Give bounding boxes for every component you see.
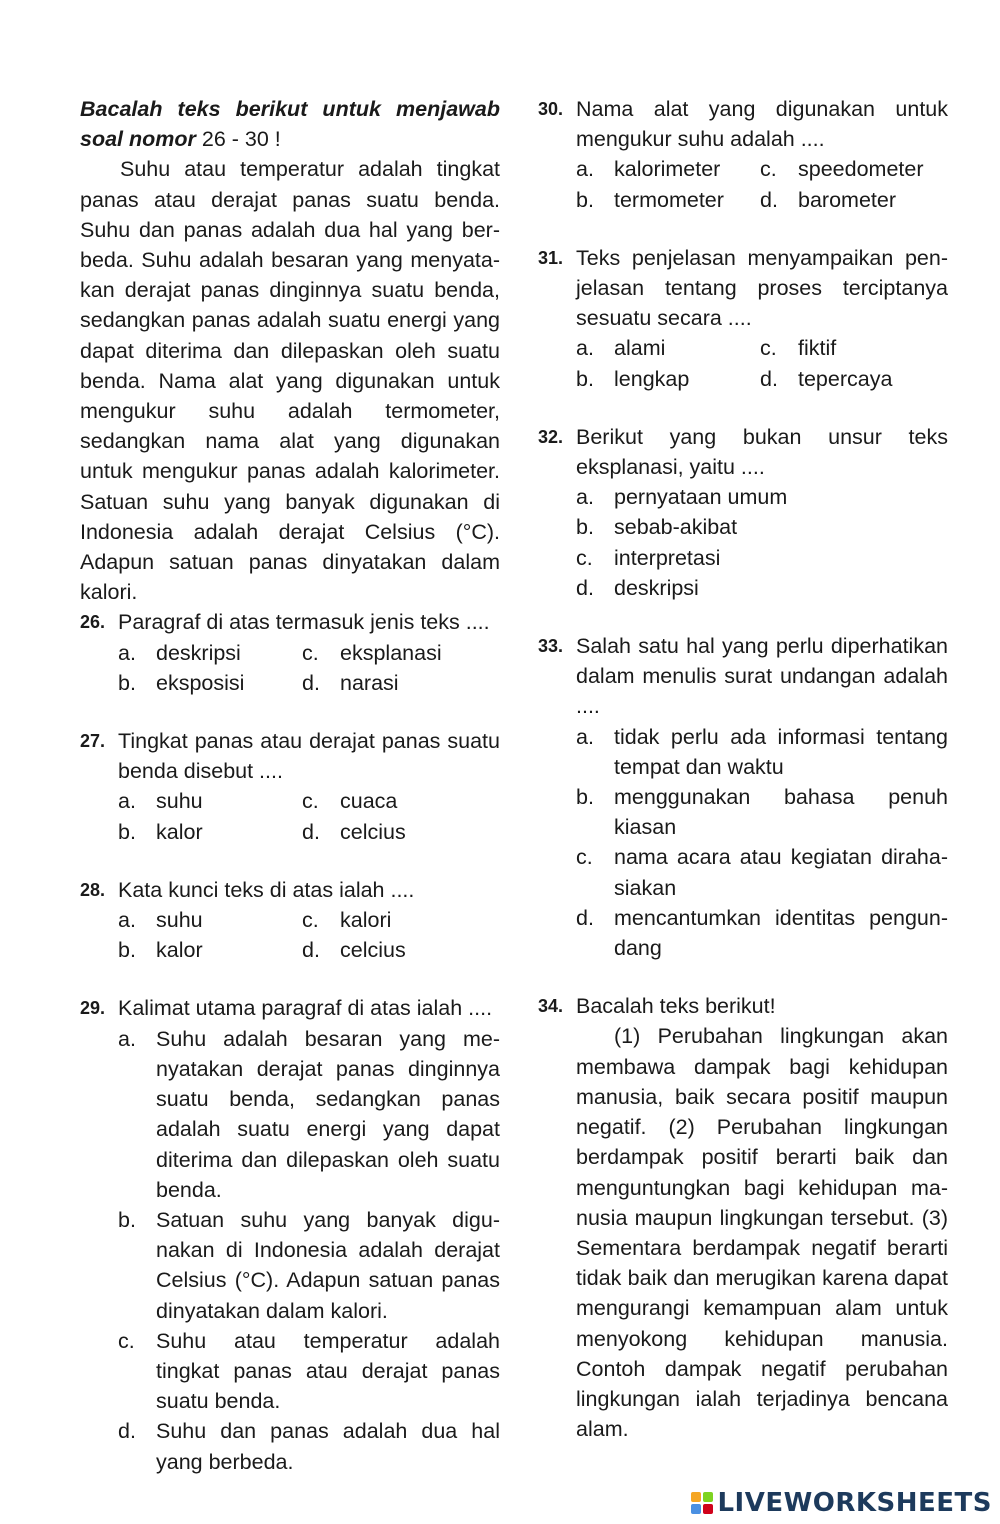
option-letter: b. xyxy=(576,785,594,810)
logo-grid-icon xyxy=(691,1492,713,1514)
reading-passage: Suhu atau temperatur adalah tingkat panas atau derajat panas suatu benda. Suhu dan panas adalah dua hal yang ber-beda. Suhu adalah besaran yang menyata-kan derajat panas dinginnya suatu benda, sedangkan panas adalah suatu energi yang dapat diterima dan dilepaskan oleh suatu benda. Nama alat yang digunakan untuk mengukur suhu adalah termometer, sedangkan nama alat yang digunakan untuk mengukur panas adalah kalorimeter. Satuan suhu yang banyak digunakan di Indonesia adalah derajat Celsius (°C). Adapun satuan panas dinyatakan dalam kalori. xyxy=(80,157,500,605)
option-letter: d. xyxy=(302,819,320,844)
option-text: mencantumkan identitas pengun-dang xyxy=(614,905,948,961)
option-letter: b. xyxy=(118,670,136,695)
question-29 xyxy=(80,993,500,1476)
option-letter: c. xyxy=(302,908,319,933)
left-column xyxy=(80,94,500,1477)
option-c[interactable] xyxy=(760,154,948,184)
option-text: eksplanasi xyxy=(340,640,442,665)
question-number: 26. xyxy=(80,612,106,633)
logo-square-1 xyxy=(691,1492,701,1502)
option-text: celcius xyxy=(340,938,406,963)
option-c[interactable] xyxy=(760,333,948,363)
option-b[interactable] xyxy=(118,817,302,847)
option-a[interactable] xyxy=(118,638,302,668)
option-text: lengkap xyxy=(614,366,690,391)
option-letter: a. xyxy=(118,1026,136,1051)
option-text: fiktif xyxy=(798,336,837,361)
option-letter: c. xyxy=(302,789,319,814)
option-b[interactable] xyxy=(576,512,948,542)
question-number: 30. xyxy=(538,99,564,119)
logo-square-4 xyxy=(703,1504,713,1514)
option-text: cuaca xyxy=(340,789,398,814)
option-b[interactable] xyxy=(118,935,302,965)
option-text: Suhu adalah besaran yang me-nyatakan derajat panas dinginnya suatu benda, sedangkan panas adalah suatu energi yang dapat diterima dan dilepaskan oleh suatu benda. xyxy=(156,1026,500,1202)
question-27 xyxy=(80,726,500,847)
question-28 xyxy=(80,875,500,966)
option-letter: d. xyxy=(302,670,320,695)
option-letter: c. xyxy=(760,157,777,182)
question-number: 31. xyxy=(538,247,564,268)
question-text: Teks penjelasan menyampaikan pen-jelasan tentang proses terciptanya sesuatu secara .... xyxy=(576,245,948,331)
option-c[interactable] xyxy=(302,905,500,935)
option-letter: a. xyxy=(576,157,594,182)
option-a[interactable] xyxy=(118,786,302,816)
option-d[interactable] xyxy=(118,1416,500,1476)
option-text: pernyataan umum xyxy=(614,485,788,510)
option-text: kalor xyxy=(156,819,203,844)
passage-text: (1) Perubahan lingkungan akan membawa dampak bagi kehidupan manusia, baik secara positif maupun negatif. (2) Perubahan lingkungan berdampak positif berarti baik dan menguntungkan bagi kehidupan ma-nusia maupun lingkungan tersebut. (3) Sementara berdampak negatif berarti tidak baik dan merugikan karena dapat mengurangi kemampuan alam untuk menyokong kehidupan manusia. Contoh dampak negatif perubahan lingkungan ialah terjadinya bencana alam. xyxy=(576,1024,948,1442)
option-letter: b. xyxy=(576,187,594,212)
option-letter: a. xyxy=(118,789,136,814)
option-letter: b. xyxy=(118,938,136,963)
option-letter: b. xyxy=(118,1207,136,1232)
option-letter: d. xyxy=(302,938,320,963)
question-text: Berikut yang bukan unsur teks eksplanasi, yaitu .... xyxy=(576,424,948,480)
option-text: deskripsi xyxy=(156,640,241,665)
option-letter: b. xyxy=(118,819,136,844)
option-text: termometer xyxy=(614,187,724,212)
option-letter: d. xyxy=(760,366,778,391)
option-text: eksposisi xyxy=(156,670,245,695)
option-text: alami xyxy=(614,336,666,361)
instruction-text: Bacalah teks berikut untuk menjawab soal nomor xyxy=(80,97,500,152)
option-text: interpretasi xyxy=(614,545,721,570)
reading-instruction xyxy=(80,94,500,154)
option-a[interactable] xyxy=(118,905,302,935)
option-letter: a. xyxy=(118,640,136,665)
option-d[interactable] xyxy=(760,185,948,215)
option-letter: a. xyxy=(576,336,594,361)
option-b[interactable] xyxy=(576,782,948,842)
brand-name: LIVEWORKSHEETS xyxy=(717,1488,992,1518)
question-text: Paragraf di atas termasuk jenis teks .... xyxy=(118,610,490,635)
option-text: sebab-akibat xyxy=(614,515,738,540)
option-letter: c. xyxy=(118,1328,135,1353)
liveworksheets-logo[interactable] xyxy=(691,1488,992,1518)
option-text: tepercaya xyxy=(798,366,893,391)
question-text: Kata kunci teks di atas ialah .... xyxy=(118,877,415,902)
option-letter: d. xyxy=(576,905,594,930)
option-a[interactable] xyxy=(576,333,760,363)
option-letter: b. xyxy=(576,515,594,540)
question-31 xyxy=(538,243,948,394)
option-letter: c. xyxy=(302,640,319,665)
option-d[interactable] xyxy=(576,573,948,603)
option-letter: d. xyxy=(576,575,594,600)
question-text: Nama alat yang digunakan untuk mengukur suhu adalah .... xyxy=(576,97,948,152)
option-letter: a. xyxy=(118,908,136,933)
question-text: Kalimat utama paragraf di atas ialah .... xyxy=(118,996,493,1021)
option-a[interactable] xyxy=(576,482,948,512)
option-c[interactable] xyxy=(118,1326,500,1417)
option-a[interactable] xyxy=(118,1024,500,1205)
option-text: Suhu dan panas adalah dua hal yang berbeda. xyxy=(156,1419,500,1474)
option-d[interactable] xyxy=(576,903,948,963)
option-text: kalor xyxy=(156,938,203,963)
option-letter: c. xyxy=(760,336,777,361)
question-number: 28. xyxy=(80,879,106,900)
option-text: kalorimeter xyxy=(614,157,721,182)
option-letter: a. xyxy=(576,724,594,749)
option-text: deskripsi xyxy=(614,575,699,600)
option-c[interactable] xyxy=(576,842,948,902)
option-b[interactable] xyxy=(118,668,302,698)
question-34 xyxy=(538,991,948,1444)
question-number: 33. xyxy=(538,636,564,657)
logo-square-3 xyxy=(691,1504,701,1514)
question-26 xyxy=(80,607,500,698)
option-text: speedometer xyxy=(798,157,924,182)
option-c[interactable] xyxy=(302,786,500,816)
option-d[interactable] xyxy=(302,935,500,965)
question-33 xyxy=(538,631,948,963)
option-text: barometer xyxy=(798,187,896,212)
option-a[interactable] xyxy=(576,154,760,184)
option-text: Suhu atau temperatur adalah tingkat panas atau derajat panas suatu benda. xyxy=(156,1328,500,1414)
question-number: 34. xyxy=(538,996,564,1017)
option-letter: b. xyxy=(576,366,594,391)
right-column xyxy=(538,94,948,1444)
question-number: 32. xyxy=(538,426,564,447)
option-text: celcius xyxy=(340,819,406,844)
option-c[interactable] xyxy=(302,638,500,668)
question-34-passage xyxy=(576,1021,948,1444)
option-d[interactable] xyxy=(302,668,500,698)
question-text: Tingkat panas atau derajat panas suatu benda disebut .... xyxy=(118,729,500,784)
question-number: 29. xyxy=(80,998,106,1019)
option-b[interactable] xyxy=(576,185,760,215)
option-text: tidak perlu ada informasi tentang tempat dan waktu xyxy=(614,724,948,779)
option-text: Satuan suhu yang banyak digu-nakan di Indonesia adalah derajat Celsius (°C). Adapun satuan panas dinyatakan dalam kalori. xyxy=(156,1207,500,1323)
option-text: narasi xyxy=(340,670,399,695)
question-text: Bacalah teks berikut! xyxy=(576,994,776,1019)
option-text: menggunakan bahasa penuh kiasan xyxy=(614,785,948,840)
option-b[interactable] xyxy=(576,364,760,394)
question-32 xyxy=(538,422,948,603)
option-letter: c. xyxy=(576,845,593,870)
question-number: 27. xyxy=(80,731,106,752)
question-range: 26 - 30 ! xyxy=(201,127,281,152)
option-d[interactable] xyxy=(302,817,500,847)
option-letter: c. xyxy=(576,545,593,570)
option-letter: a. xyxy=(576,485,594,510)
option-letter: d. xyxy=(760,187,778,212)
option-d[interactable] xyxy=(760,364,948,394)
option-b[interactable] xyxy=(118,1205,500,1326)
option-letter: d. xyxy=(118,1419,136,1444)
option-text: nama acara atau kegiatan diraha-siakan xyxy=(614,845,948,900)
option-c[interactable] xyxy=(576,543,948,573)
option-text: kalori xyxy=(340,908,392,933)
option-text: suhu xyxy=(156,789,203,814)
question-text: Salah satu hal yang perlu diperhatikan dalam menulis surat undangan adalah .... xyxy=(576,634,948,719)
question-30 xyxy=(538,94,948,215)
option-a[interactable] xyxy=(576,722,948,782)
logo-square-2 xyxy=(703,1492,713,1502)
option-text: suhu xyxy=(156,908,203,933)
